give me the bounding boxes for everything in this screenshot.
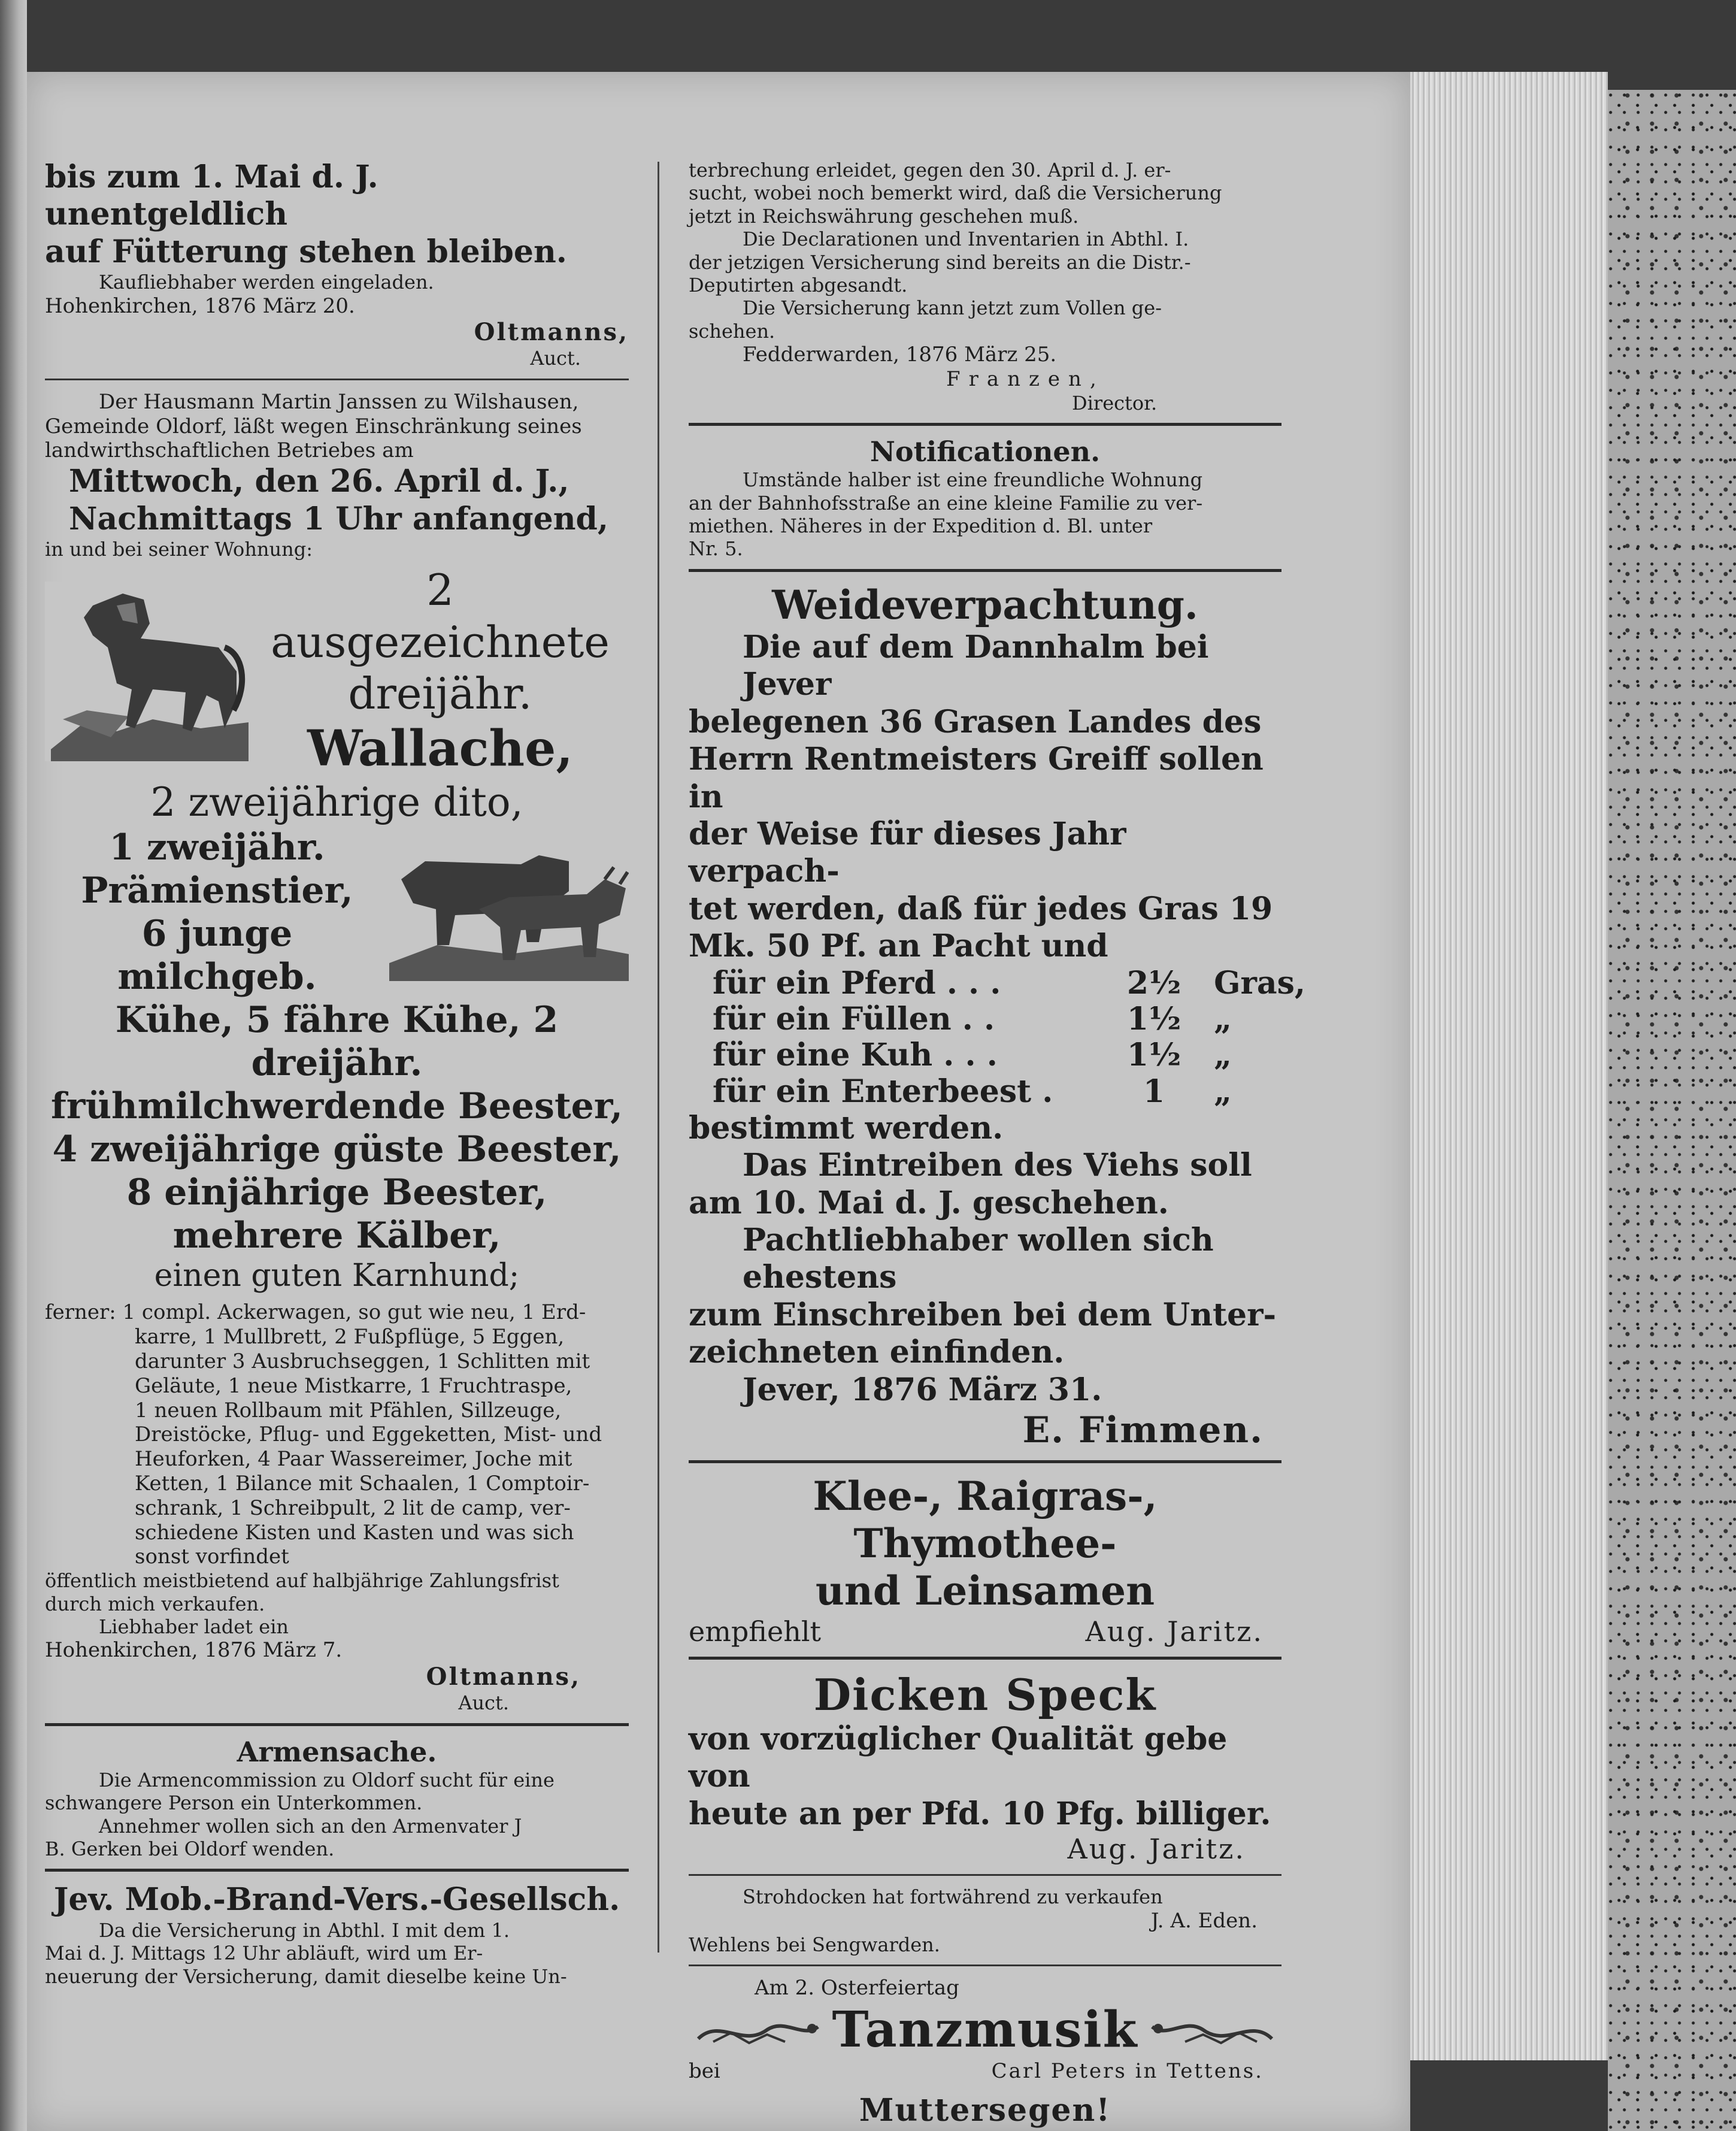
cattle-block bbox=[45, 826, 629, 998]
stroh-place: Wehlens bei Sengwarden. bbox=[689, 1933, 940, 1956]
horse-text bbox=[252, 564, 629, 779]
item-line: 4 zweijährige güste Beester, bbox=[52, 1128, 622, 1171]
item-line: Prämienstier, bbox=[81, 870, 353, 912]
ferner-line: darunter 3 Ausbruchseggen, 1 Schlitten mit bbox=[135, 1349, 590, 1374]
left-column bbox=[45, 159, 629, 1988]
section-rule bbox=[45, 1723, 629, 1726]
brand-line: Die Versicherung kann jetzt zum Vollen ge- bbox=[743, 296, 1162, 320]
weide-line: Die auf dem Dannhalm bei Jever bbox=[743, 629, 1209, 703]
top-notice bbox=[45, 159, 629, 370]
signature: Oltmanns, bbox=[426, 1663, 581, 1691]
ornament-right-icon bbox=[1149, 2006, 1275, 2054]
table-row bbox=[713, 965, 1305, 1001]
item-line: 2 zweijährige dito, bbox=[150, 779, 523, 825]
item-line: Wallache, bbox=[307, 720, 573, 778]
auction-closing: durch mich verkaufen. bbox=[45, 1592, 265, 1615]
horse-illustration bbox=[45, 582, 252, 761]
table-value: 2½ bbox=[1126, 964, 1181, 1001]
table-value: 1½ bbox=[1126, 1037, 1181, 1074]
column-divider bbox=[658, 162, 659, 1953]
ferner-line: Dreistöcke, Pflug- und Eggeketten, Mist- und bbox=[135, 1422, 602, 1447]
brand-line: Deputirten abgesandt. bbox=[689, 273, 908, 296]
item-line: Kühe, 5 fähre Kühe, 2 dreijähr. bbox=[115, 999, 559, 1085]
auction-date: Mittwoch, den 26. April d. J., bbox=[69, 463, 569, 500]
table-unit: Gras, bbox=[1214, 964, 1305, 1001]
item-line: frühmilchwerdende Beester, bbox=[51, 1085, 623, 1128]
stroh-line: Strohdocken hat fortwährend zu verkaufen bbox=[743, 1885, 1163, 1909]
item-line: 8 einjährige Beester, bbox=[126, 1172, 547, 1214]
cattle-text bbox=[45, 826, 389, 998]
pacht-table bbox=[713, 965, 1305, 1110]
weide-line: Mk. 50 Pf. an Pacht und bbox=[689, 928, 1108, 965]
klee-line: und Leinsamen bbox=[815, 1567, 1155, 1615]
klee-footer bbox=[689, 1615, 1281, 1648]
ferner-list bbox=[45, 1300, 629, 1569]
signature: J. A. Eden. bbox=[1150, 1908, 1258, 1933]
signature: Aug. Jaritz. bbox=[1067, 1833, 1246, 1866]
weide-notice bbox=[689, 581, 1305, 1452]
table-item: für eine Kuh . . . bbox=[713, 1037, 998, 1074]
armen-line: B. Gerken bei Oldorf wenden. bbox=[45, 1837, 335, 1860]
notif-line: miethen. Näheres in der Expedition d. Bl. unter bbox=[689, 514, 1153, 538]
weide-line: zeichneten einfinden. bbox=[689, 1334, 1065, 1371]
weide-line: zum Einschreiben bei dem Unter- bbox=[689, 1296, 1277, 1333]
klee-ad bbox=[689, 1473, 1281, 1648]
ferner-line: 1 neuen Rollbaum mit Pfählen, Sillzeuge, bbox=[135, 1398, 562, 1422]
signature: Aug. Jaritz. bbox=[1085, 1615, 1264, 1648]
brand-line: sucht, wobei noch bemerkt wird, daß die Versicherung bbox=[689, 181, 1222, 205]
tanz-heading-row bbox=[689, 2000, 1281, 2059]
ferner-line: schiedene Kisten und Kasten und was sich bbox=[135, 1520, 574, 1545]
armen-line: schwangere Person ein Unterkommen. bbox=[45, 1791, 423, 1815]
signature: E. Fimmen. bbox=[1022, 1409, 1264, 1451]
right-column bbox=[689, 159, 1305, 2129]
armen-line: Die Armencommission zu Oldorf sucht für eine bbox=[99, 1768, 555, 1791]
ferner-line: Geläute, 1 neue Mistkarre, 1 Fruchtraspe, bbox=[135, 1373, 572, 1398]
book-gutter bbox=[0, 0, 27, 2131]
ferner-line: Heuforken, 4 Paar Wassereimer, Joche mit bbox=[135, 1447, 572, 1472]
notice-line: bis zum 1. Mai d. J. unentgeldlich bbox=[45, 159, 378, 233]
place-date: Fedderwarden, 1876 März 25. bbox=[743, 343, 1057, 367]
auction-notice bbox=[45, 390, 629, 1715]
section-rule bbox=[689, 1964, 1281, 1966]
weide-line: Das Eintreiben des Viehs soll bbox=[743, 1147, 1252, 1184]
brand-line: neuerung der Versicherung, damit dieselbe keine Un- bbox=[45, 1964, 567, 1988]
book-cover-speckled bbox=[1608, 90, 1736, 2131]
section-heading: Dicken Speck bbox=[813, 1669, 1157, 1720]
notif-notice bbox=[689, 435, 1281, 561]
section-heading: Armensache. bbox=[237, 1735, 437, 1768]
tanz-ad bbox=[689, 1976, 1281, 2129]
weide-line: Herrn Rentmeisters Greiff sollen in bbox=[689, 741, 1264, 815]
klee-empfiehlt: empfiehlt bbox=[689, 1615, 822, 1648]
horse-block bbox=[45, 564, 629, 779]
table-unit: „ bbox=[1214, 1037, 1232, 1074]
table-row bbox=[713, 1001, 1305, 1037]
speck-ad bbox=[689, 1669, 1281, 1866]
armen-line: Annehmer wollen sich an den Armenvater J bbox=[99, 1814, 522, 1838]
speck-line: heute an per Pfd. 10 Pfg. billiger. bbox=[689, 1795, 1271, 1832]
tanz-host: Carl Peters in Tettens. bbox=[991, 2059, 1264, 2084]
brand-line: Die Declarationen und Inventarien in Abthl. I. bbox=[743, 228, 1189, 251]
brand-line: Mai d. J. Mittags 12 Uhr abläuft, wird um Er- bbox=[45, 1942, 483, 1965]
section-rule bbox=[45, 1869, 629, 1872]
cattle-illustration bbox=[389, 843, 629, 981]
weide-line: Pachtliebhaber wollen sich ehestens bbox=[743, 1221, 1214, 1296]
notif-line: Nr. 5. bbox=[689, 537, 743, 561]
signature: Franzen, bbox=[946, 367, 1105, 391]
auction-time: Nachmittags 1 Uhr anfangend, bbox=[69, 500, 608, 537]
signature: Oltmanns, bbox=[474, 318, 629, 347]
section-heading: Tanzmusik bbox=[832, 2000, 1138, 2059]
table-unit: „ bbox=[1214, 1000, 1232, 1037]
tanz-line: Am 2. Osterfeiertag bbox=[755, 1976, 959, 2000]
ferner-line: karre, 1 Mullbrett, 2 Fußpflüge, 5 Eggen, bbox=[135, 1325, 565, 1349]
brand-continued bbox=[689, 159, 1281, 414]
section-rule bbox=[689, 569, 1281, 572]
ferner-line: schrank, 1 Schreibpult, 2 lit de camp, ver- bbox=[135, 1496, 571, 1520]
table-item: für ein Füllen . . bbox=[713, 1000, 995, 1037]
weide-line: belegenen 36 Grasen Landes des bbox=[689, 703, 1262, 740]
auction-intro: landwirthschaftlichen Betriebes am bbox=[45, 438, 414, 463]
ornament-left-icon bbox=[695, 2006, 821, 2054]
brand-line: schehen. bbox=[689, 319, 775, 343]
item-line: 1 zweijähr. bbox=[109, 827, 325, 869]
stroh-ad bbox=[689, 1885, 1281, 1956]
section-rule bbox=[689, 1874, 1281, 1876]
notif-line: an der Bahnhofsstraße an eine kleine Familie zu ver- bbox=[689, 491, 1203, 514]
muttersegen-heading: Muttersegen! bbox=[859, 2092, 1111, 2129]
section-heading: Weideverpachtung. bbox=[772, 581, 1198, 628]
signature-title: Auct. bbox=[458, 1691, 509, 1715]
auction-where: in und bei seiner Wohnung: bbox=[45, 537, 313, 561]
armen-notice bbox=[45, 1736, 629, 1861]
item-line: einen guten Karnhund; bbox=[154, 1258, 520, 1294]
ferner-line: sonst vorfindet bbox=[135, 1545, 289, 1569]
auction-closing: öffentlich meistbietend auf halbjährige Zahlungsfrist bbox=[45, 1569, 559, 1593]
notif-line: Umstände halber ist eine freundliche Wohnung bbox=[743, 468, 1203, 492]
place-date: Hohenkirchen, 1876 März 7. bbox=[45, 1638, 343, 1663]
section-rule bbox=[689, 423, 1281, 426]
section-rule bbox=[45, 379, 629, 380]
place-date: Jever, 1876 März 31. bbox=[743, 1371, 1102, 1408]
section-heading: Jev. Mob.-Brand-Vers.-Gesellsch. bbox=[53, 1881, 620, 1918]
brand-notice bbox=[45, 1881, 629, 1988]
auction-closing: Liebhaber ladet ein bbox=[99, 1615, 289, 1638]
table-item: für ein Pferd . . . bbox=[713, 964, 1001, 1001]
notice-line: Kaufliebhaber werden eingeladen. bbox=[99, 271, 434, 294]
weide-line: tet werden, daß für jedes Gras 19 bbox=[689, 890, 1273, 927]
ferner-line: Ketten, 1 Bilance mit Schaalen, 1 Comptoir- bbox=[135, 1472, 590, 1496]
place-date: Hohenkirchen, 1876 März 20. bbox=[45, 293, 355, 318]
brand-line: Da die Versicherung in Abthl. I mit dem 1. bbox=[99, 1918, 510, 1942]
brand-line: terbrechung erleidet, gegen den 30. April d. J. er- bbox=[689, 159, 1171, 181]
speck-line: von vorzüglicher Qualität gebe von bbox=[689, 1721, 1228, 1795]
tanz-footer bbox=[689, 2059, 1281, 2084]
item-line: dreijähr. bbox=[348, 668, 532, 719]
section-rule bbox=[689, 1657, 1281, 1660]
item-line: mehrere Kälber, bbox=[172, 1215, 501, 1257]
weide-line: am 10. Mai d. J. geschehen. bbox=[689, 1184, 1169, 1221]
auction-intro: Der Hausmann Martin Janssen zu Wilshausen, bbox=[99, 389, 579, 414]
auction-intro: Gemeinde Oldorf, läßt wegen Einschränkung seines bbox=[45, 414, 582, 438]
table-row bbox=[713, 1074, 1305, 1110]
item-line: 6 junge milchgeb. bbox=[117, 913, 317, 998]
page-edges bbox=[1410, 72, 1608, 2060]
table-item: für ein Enterbeest . bbox=[713, 1073, 1053, 1110]
weide-line: bestimmt werden. bbox=[689, 1109, 1004, 1146]
signature-title: Auct. bbox=[530, 347, 581, 370]
signature-title: Director. bbox=[1072, 391, 1158, 414]
section-rule bbox=[689, 1460, 1281, 1463]
table-unit: „ bbox=[1214, 1073, 1232, 1110]
ferner-line: ferner: 1 compl. Ackerwagen, so gut wie neu, 1 Erd- bbox=[45, 1300, 586, 1325]
weide-line: der Weise für dieses Jahr verpach- bbox=[689, 816, 1126, 890]
klee-line: Klee-, Raigras-, Thymothee- bbox=[813, 1472, 1158, 1567]
table-value: 1½ bbox=[1126, 1000, 1181, 1037]
brand-line: der jetzigen Versicherung sind bereits an die Distr.- bbox=[689, 250, 1191, 274]
tanz-bei: bei bbox=[689, 2059, 720, 2084]
item-line: 2 ausgezeichnete bbox=[271, 565, 610, 667]
table-value: 1 bbox=[1143, 1073, 1165, 1110]
notice-line: auf Fütterung stehen bleiben. bbox=[45, 233, 567, 270]
section-heading: Notificationen. bbox=[869, 435, 1101, 468]
table-row bbox=[713, 1037, 1305, 1073]
brand-line: jetzt in Reichswährung geschehen muß. bbox=[689, 204, 1079, 228]
